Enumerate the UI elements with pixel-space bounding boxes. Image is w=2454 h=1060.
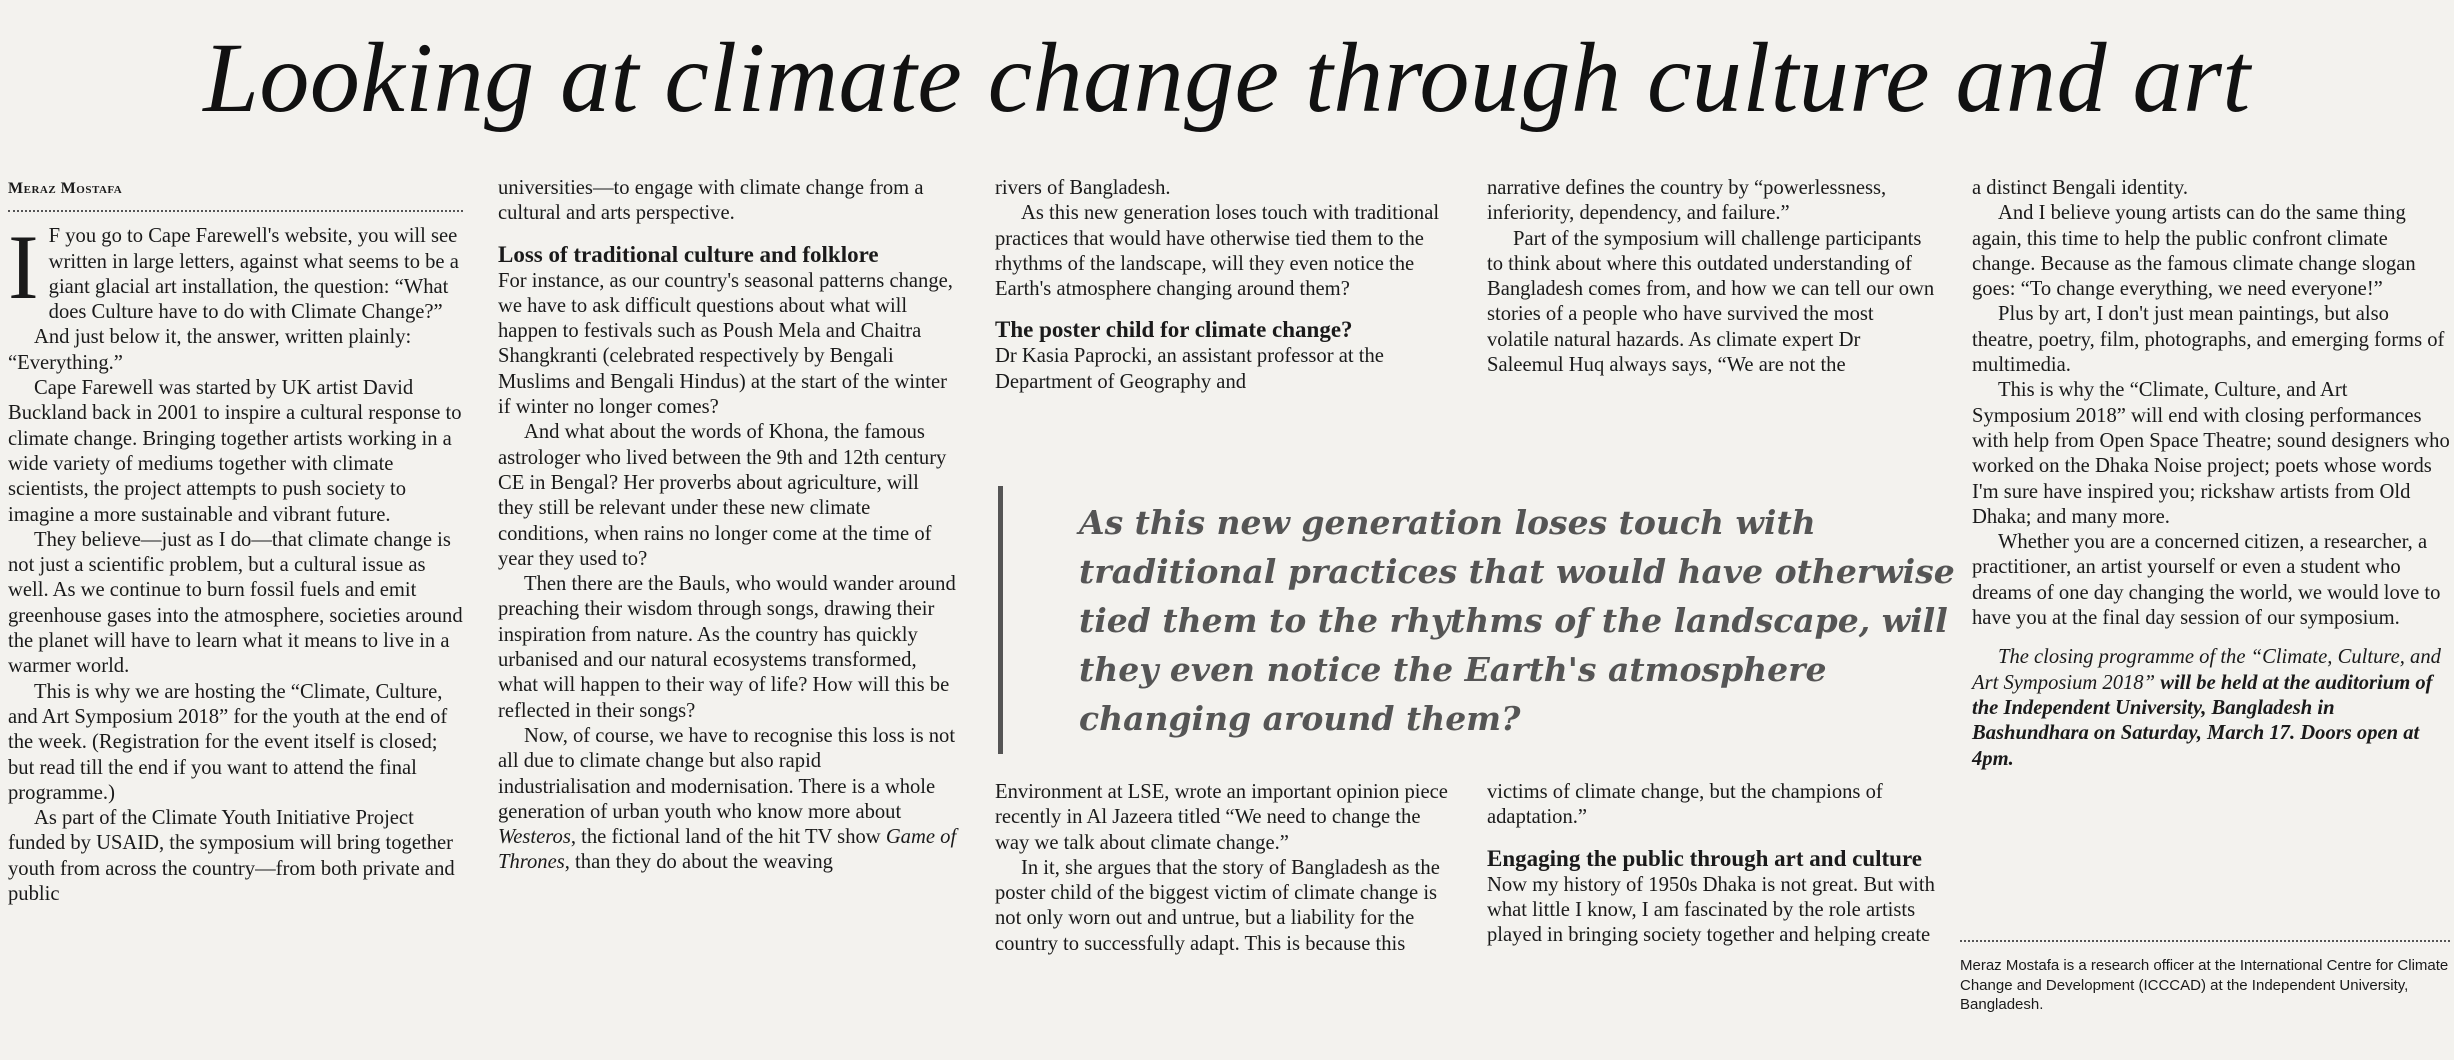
paragraph: rivers of Bangladesh. bbox=[995, 177, 1171, 199]
paragraph: This is why we are hosting the “Climate, Culture, and Art Symposium 2018” for the youth at the end of the week. (Registration for the event itself is closed; but read till the end if you want to attend the final programme.) bbox=[8, 680, 448, 804]
paragraph: And just below it, the answer, written plainly: “Everything.” bbox=[8, 326, 412, 374]
paragraph: Plus by art, I don't just mean paintings, but also theatre, poetry, film, photographs, and emerging forms of multimedia. bbox=[1972, 303, 2445, 377]
paragraph: This is why the “Climate, Culture, and Art Symposium 2018” will end with closing performances with help from Open Space Theatre; sound designers who worked on the Dhaka Noise project; poets whose words I'm sure have inspired you; rickshaw artists from Old Dhaka; and many more. bbox=[1972, 379, 2450, 528]
paragraph: And I believe young artists can do the same thing again, this time to help the public confront climate change. Because as the famous climate change slogan goes: “To change everything, we need everyone!” bbox=[1972, 202, 2416, 301]
paragraph: They believe—just as I do—that climate change is not just a scientific problem, but a cultural issue as well. As we continue to burn fossil fuels and emit greenhouse gases into the atmosphere, societies around the planet will have to learn what it means to live in a warmer world. bbox=[8, 528, 463, 678]
paragraph: a distinct Bengali identity. bbox=[1972, 177, 2189, 199]
byline-rule bbox=[8, 210, 463, 212]
subheading: Engaging the public through art and culture bbox=[1487, 845, 1922, 871]
paragraph: Part of the symposium will challenge participants to think about where this outdated understanding of Bangladesh comes from, and how we can tell our own stories of a people who have survived the most volatile natural hazards. As climate expert Dr Saleemul Huq always says, “We are not the bbox=[1487, 227, 1935, 377]
paragraph: narrative defines the country by “powerlessness, inferiority, dependency, and failure.” bbox=[1487, 177, 1887, 225]
subheading: The poster child for climate change? bbox=[995, 317, 1353, 343]
paragraph: For instance, as our country's seasonal patterns change, we have to ask difficult questions about what will happen to festivals such as Poush Mela and Chaitra Shangkranti (celebrated respectively by Bengali Muslims and Bengali Hindus) at the start of the winter if winter no longer comes? bbox=[498, 269, 953, 419]
subheading: Loss of traditional culture and folklore bbox=[498, 241, 879, 267]
bio-rule bbox=[1960, 940, 2450, 942]
paragraph: Environment at LSE, wrote an important opinion piece recently in Al Jazeera titled “We need to change the way we talk about climate change.” bbox=[995, 781, 1448, 854]
paragraph: In it, she argues that the story of Bangladesh as the poster child of the biggest victim of climate change is not only worn out and untrue, but a liability for the country to successfully adapt. This is because this bbox=[995, 856, 1440, 955]
column-3-lower bbox=[995, 780, 1455, 957]
column-4-lower bbox=[1487, 780, 1937, 948]
column-5 bbox=[1972, 176, 2450, 772]
pull-quote bbox=[998, 486, 1963, 754]
paragraph: Then there are the Bauls, who would wander around preaching their wisdom through songs, drawing their inspiration from nature. As the country has quickly urbanised and our natural ecosystems transformed, what will happen to their way of life? How will this be reflected in their songs? bbox=[498, 573, 956, 722]
column-3-upper bbox=[995, 176, 1455, 395]
column-4-upper bbox=[1487, 176, 1937, 378]
pull-quote-text: As this new generation loses touch with traditional practices that would have otherwise tied them to the rhythms of the landscape, will they even notice the Earth's atmosphere changing around them? bbox=[1079, 503, 1955, 738]
author-bio: Meraz Mostafa is a research officer at the International Centre for Climate Change and Development (ICCCAD) at the Independent University, Bangladesh. bbox=[1960, 957, 2449, 1013]
drop-cap: I bbox=[8, 216, 39, 319]
closing-note: The closing programme of the “Climate, Culture, and Art Symposium 2018” will be held at the auditorium of the Independent University, Bangladesh in Bashundhara on Saturday, March 17. Doors open at 4pm. bbox=[1972, 646, 2441, 770]
paragraph: universities—to engage with climate change from a cultural and arts perspective. bbox=[498, 177, 924, 225]
headline: Looking at climate change through culture and art bbox=[203, 22, 2251, 133]
paragraph: Cape Farewell was started by UK artist David Buckland back in 2001 to inspire a cultural response to climate change. Bringing together artists working in a wide variety of mediums together with climate scientists, the project attempts to push society to imagine a more sustainable and vibrant future. bbox=[8, 377, 462, 526]
paragraph: Whether you are a concerned citizen, a researcher, a practitioner, an artist yourself or even a student who dreams of one day changing the world, we would love to have you at the final day session of our symposium. bbox=[1972, 531, 2441, 630]
paragraph: And what about the words of Khona, the famous astrologer who lived between the 9th and 12th century CE in Bengal? Her proverbs about agriculture, will they still be relevant under these new climate conditions, when rains no longer come at the time of year they used to? bbox=[498, 421, 947, 570]
column-1 bbox=[8, 176, 463, 907]
paragraph: Dr Kasia Paprocki, an assistant professor at the Department of Geography and bbox=[995, 345, 1384, 393]
paragraph: Now my history of 1950s Dhaka is not great. But with what little I know, I am fascinated by the role artists played in bringing society together and helping create bbox=[1487, 873, 1935, 947]
paragraph: victims of climate change, but the champions of adaptation.” bbox=[1487, 781, 1883, 829]
paragraph: Now, of course, we have to recognise this loss is not all due to climate change but also rapid industrialisation and modernisation. There is a whole generation of urban youth who know more about Westeros, the fictional land of the hit TV show Game of Thrones, than they do about the weaving bbox=[498, 724, 957, 874]
paragraph: I F you go to Cape Farewell's website, you will see written in large letters, against what seems to be a giant glacial art installation, the question: “What does Culture have to do with Climate Change?” bbox=[8, 216, 459, 324]
paragraph: As part of the Climate Youth Initiative Project funded by USAID, the symposium will bring together youth from across the country—from both private and public bbox=[8, 807, 455, 906]
paragraph: As this new generation loses touch with traditional practices that would have otherwise tied them to the rhythms of the landscape, will they even notice the Earth's atmosphere changing around them? bbox=[995, 202, 1440, 301]
byline: Meraz Mostafa bbox=[8, 180, 123, 197]
column-2 bbox=[498, 176, 958, 876]
